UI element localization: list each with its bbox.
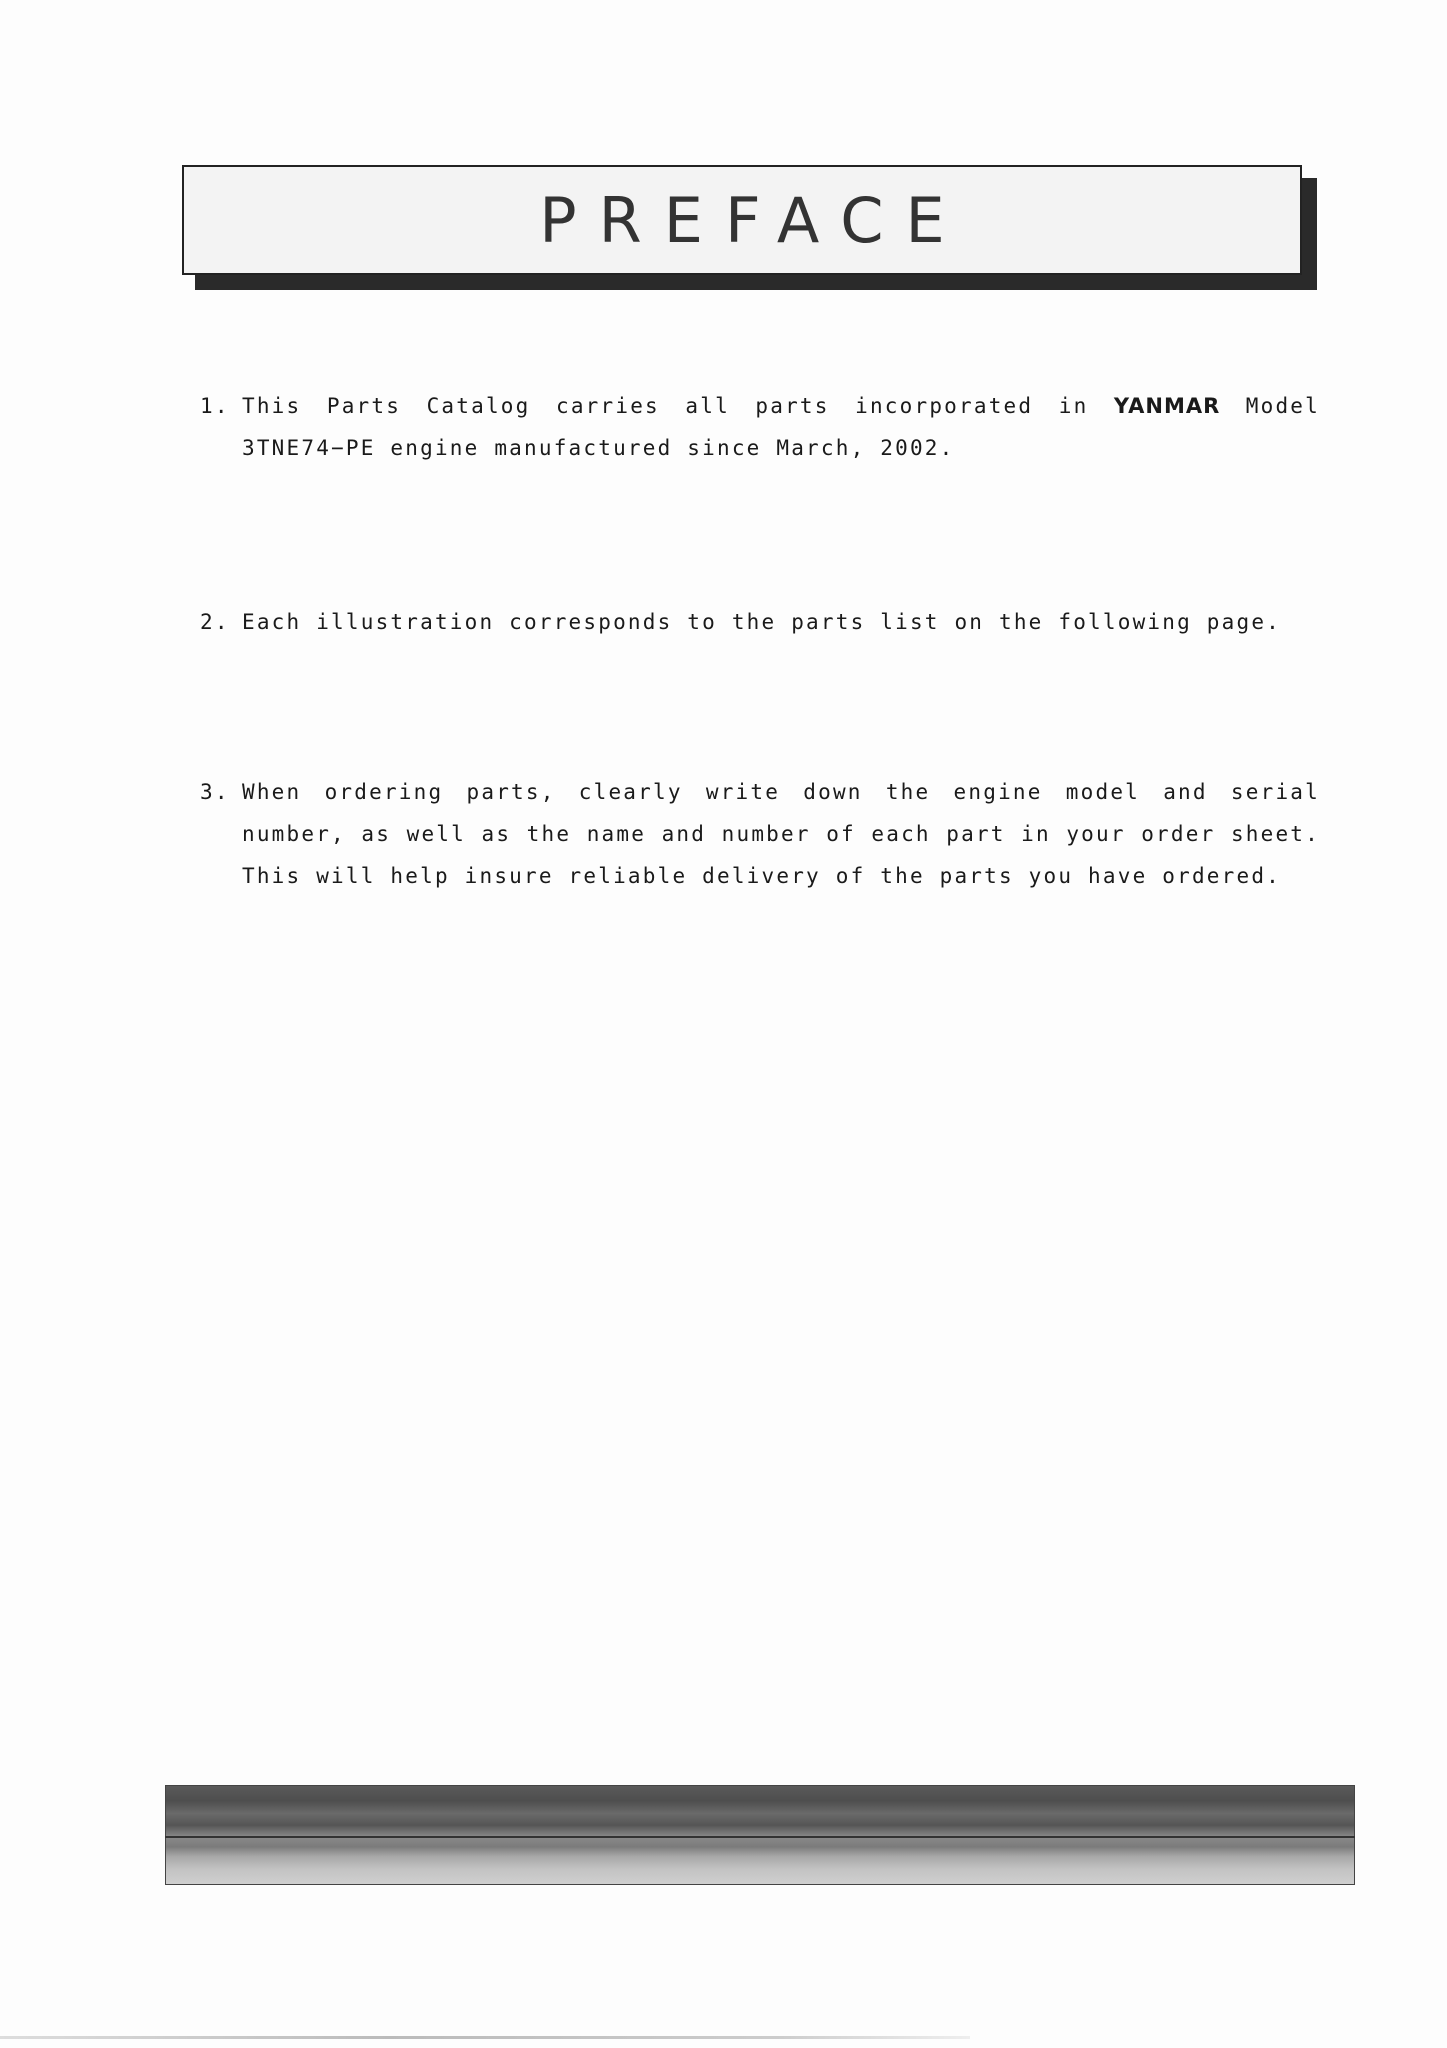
item-text: Each illustration corresponds to the parts list on the following page. xyxy=(242,610,1282,634)
scan-artifact-line xyxy=(0,2036,970,2039)
footer-decorative-bar xyxy=(165,1785,1355,1885)
preface-item-1 xyxy=(200,385,1320,469)
footer-divider-line xyxy=(165,1836,1355,1838)
item-text-after: Model 3TNE74−PE engine manufactured since March, 2002. xyxy=(242,394,1320,460)
page-title: PREFACE xyxy=(539,183,967,257)
preface-item-2 xyxy=(200,601,1320,643)
preface-item-3 xyxy=(200,771,1320,897)
item-number: 2. xyxy=(200,610,230,634)
item-text-before: This Parts Catalog carries all parts incorporated in xyxy=(242,394,1114,418)
item-text: When ordering parts, clearly write down the engine model and serial number, as well as the name and number of each part in your order sheet. This will help insure reliable delivery of the parts you have ordered. xyxy=(242,780,1320,888)
item-number: 1. xyxy=(200,394,230,418)
title-box xyxy=(182,165,1302,275)
item-number: 3. xyxy=(200,780,230,804)
brand-name: YANMAR xyxy=(1113,394,1221,418)
item-text xyxy=(242,385,1320,469)
